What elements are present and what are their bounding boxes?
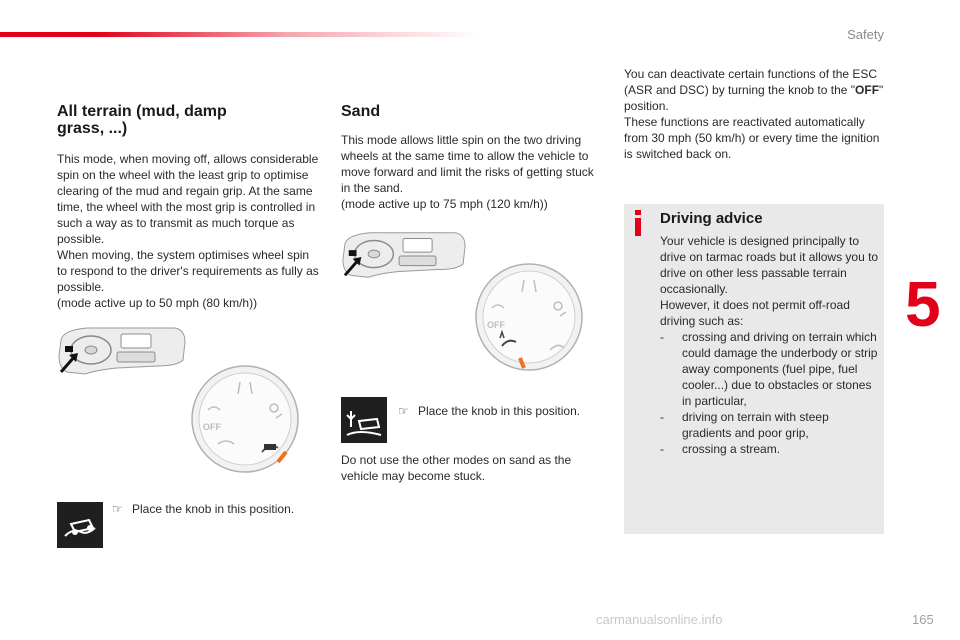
sand-warning-note: Do not use the other modes on sand as the vehicle may become stuck. [341, 453, 572, 483]
pointing-hand-icon: ☞ [112, 502, 123, 516]
driving-advice-intro: Your vehicle is designed principally to drive on tarmac roads but it allows you to drive on other less passable terrain occasionally. However, it does not permit off-road driving such as: [660, 234, 879, 328]
sand-mode-icon [341, 397, 387, 443]
header-accent-bar [0, 32, 480, 37]
mode-selector-knob [474, 262, 584, 372]
list-item-text: driving on terrain with steep gradients and poor grip, [682, 410, 829, 440]
esc-text-part-2: " position. These functions are reactivated automatically from 30 mph (50 km/h) or every time the ignition is switched back on. [624, 83, 884, 161]
sand-heading: Sand [341, 103, 381, 120]
all-terrain-section [57, 103, 319, 311]
knob-off-label: OFF [487, 320, 505, 330]
esc-off-keyword: OFF [855, 83, 880, 97]
driving-advice-body [660, 233, 880, 457]
list-dash: - [660, 410, 664, 424]
esc-deactivation-text [624, 66, 886, 162]
all-terrain-heading: All terrain (mud, damp grass, ...) [57, 103, 227, 137]
list-item [660, 329, 880, 409]
list-item [660, 409, 880, 441]
all-terrain-instruction-text: Place the knob in this position. [132, 502, 295, 516]
esc-deactivation-section [624, 66, 886, 162]
sand-instruction [398, 404, 580, 418]
mode-selector-knob [190, 364, 300, 474]
esc-text-part-1: You can deactivate certain functions of the ESC (ASR and DSC) by turning the knob to the " [624, 67, 878, 97]
list-item-text: crossing a stream. [682, 442, 781, 456]
driving-advice-list [660, 329, 880, 457]
section-label: Safety [847, 27, 884, 42]
pointing-hand-icon: ☞ [398, 404, 409, 418]
chapter-number: 5 [905, 268, 941, 340]
driving-advice-box [624, 204, 884, 534]
page-number: 165 [912, 612, 934, 627]
sand-section [341, 103, 603, 212]
dashboard-illustration [57, 322, 187, 380]
all-terrain-instruction [112, 502, 294, 516]
list-item [660, 441, 880, 457]
driving-advice-title: Driving advice [660, 210, 763, 227]
footer-watermark: carmanualsonline.info [596, 612, 723, 627]
list-dash: - [660, 442, 664, 456]
all-terrain-body: This mode, when moving off, allows considerable spin on the wheel with the least grip to optimise clearing of the mud and regain grip. At the same time, the wheel with the most grip is controlled in such a way as to transmit as much torque as possible. When moving, the system optimises wheel spin to respond to the driver's requirements as fully as possible. (mode active up to 50 mph (80 km/h)) [57, 152, 319, 310]
list-item-text: crossing and driving on terrain which could damage the underbody or strip away components (fuel pipe, fuel cooler...) due to obstacles or stones in particular, [682, 330, 878, 408]
knob-off-label: OFF [203, 422, 221, 432]
info-icon [632, 210, 644, 236]
list-dash: - [660, 330, 664, 344]
all-terrain-mode-icon [57, 502, 103, 548]
sand-body: This mode allows little spin on the two driving wheels at the same time to allow the vehicle to move forward and limit the risks of getting stuck in the sand. (mode active up to 75 mph (120 km/h)) [341, 133, 594, 211]
sand-instruction-text: Place the knob in this position. [418, 404, 581, 418]
dashboard-illustration [341, 226, 467, 284]
